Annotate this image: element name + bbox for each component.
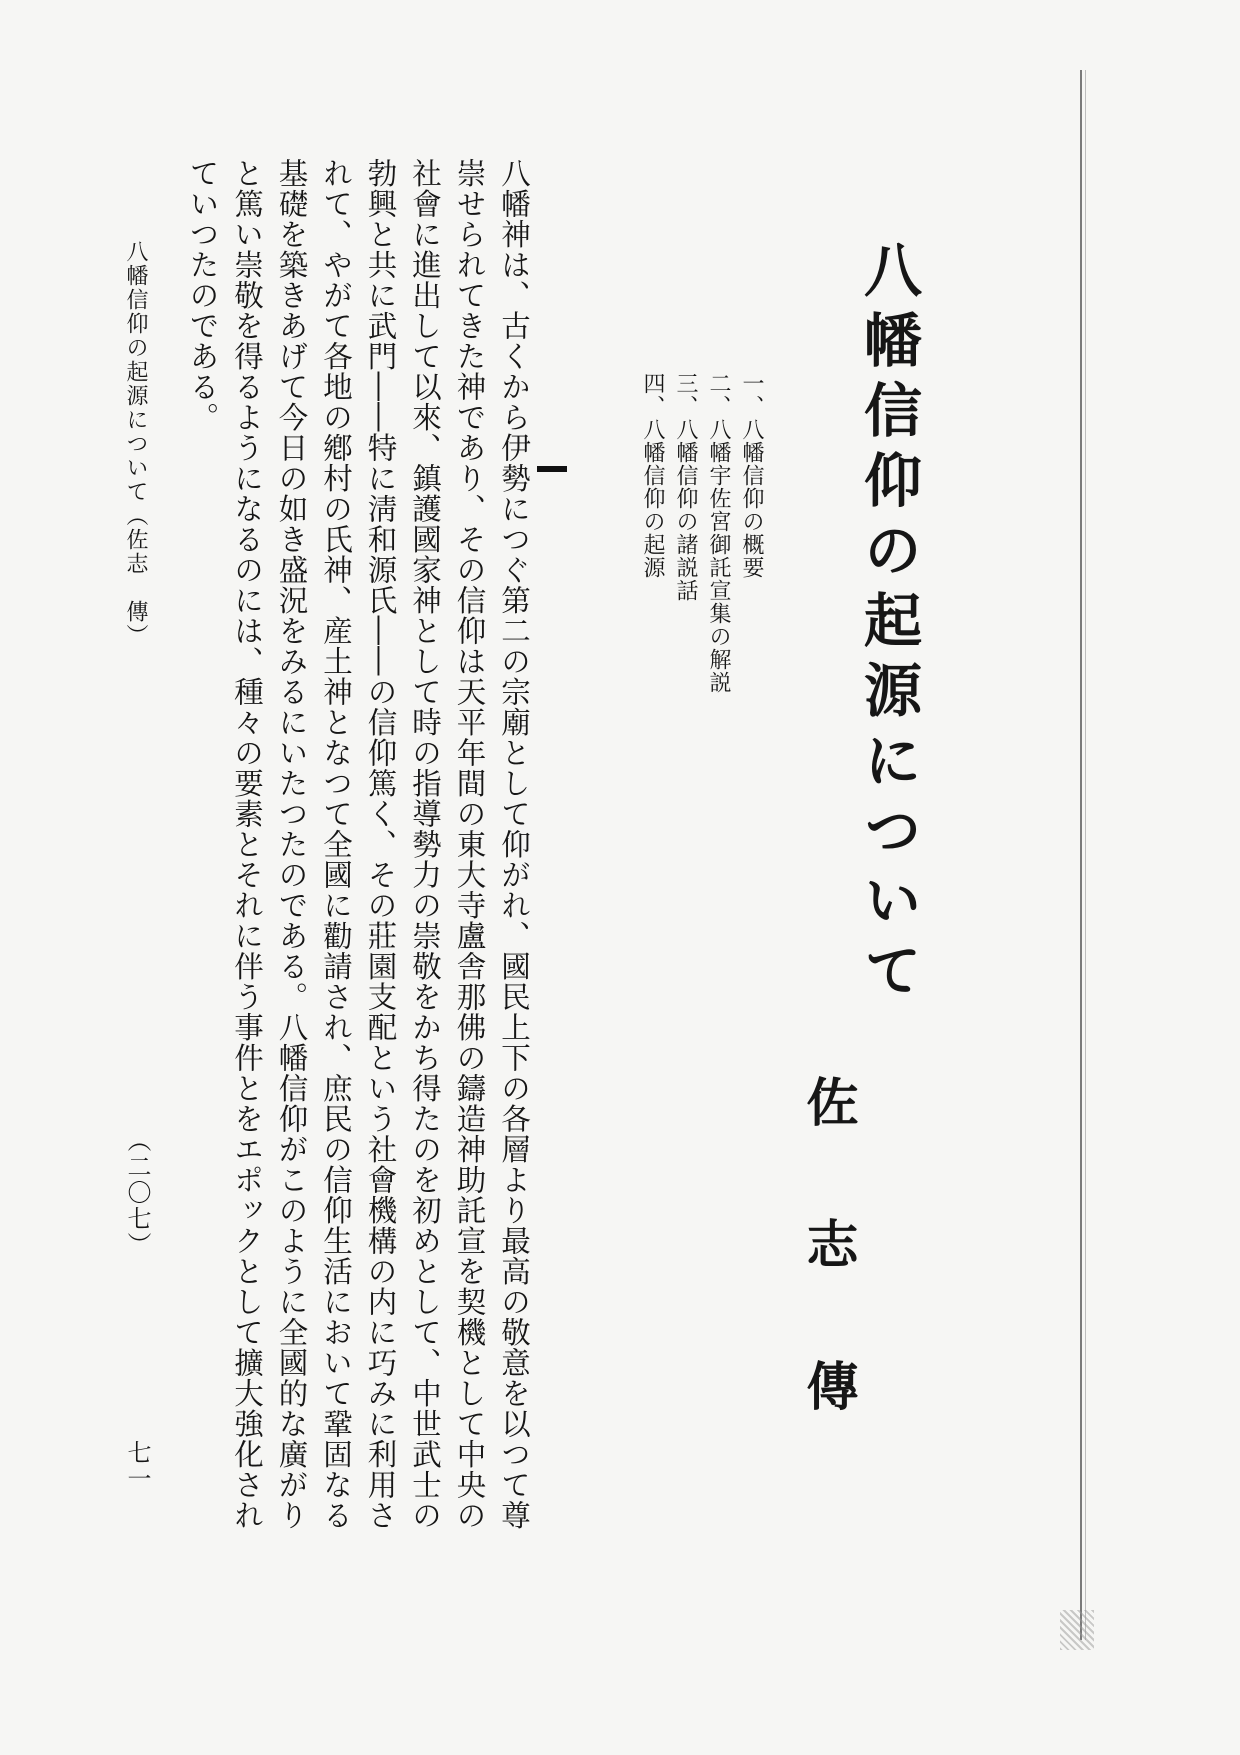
article-title: 八幡信仰の起源について [854,240,922,1010]
scan-speckle [1060,1610,1094,1650]
toc-item: 四、八幡信仰の起源 [640,372,665,579]
page-number: 七一 [123,1440,151,1492]
page-number-paren: （二〇七） [123,1128,151,1258]
running-head: 八幡信仰の起源について（佐志 傳） [123,240,148,648]
section-number-mark [537,466,567,472]
toc-item: 一、八幡信仰の概要 [739,372,764,579]
toc-item: 二、八幡宇佐宮御託宣集の解説 [706,372,731,694]
page-number-block-2 [120,1440,155,1492]
margin-rule-inner [1085,70,1086,1640]
body-paragraph: 八幡神は、古くから伊勢につぐ第二の宗廟として仰がれ、國民上下の各層より最高の敬意を以つて尊崇せられてきた神であり、その信仰は天平年間の東大寺盧舎那佛の鑄造神助託宣を契機として中央の社會に進出して以來、鎮護國家神として時の指導勢力の崇敬をかち得たのを初めとして、中世武士の勃興と共に武門――特に淸和源氏――の信仰篤く、その莊園支配という社會機構の内に巧みに利用されて、やがて各地の鄕村の氏神、産土神となつて全國に勸請され、庶民の信仰生活において鞏固なる基礎を築きあげて今日の如き盛況をみるにいたつたのである。八幡信仰がこのように全國的な廣がりと篤い崇敬を得るようになるのには、種々の要素とそれに伴う事件とをエポックとして擴大強化されていつたのである。 [185,158,531,1531]
table-of-contents [598,372,768,732]
margin-rule [1080,70,1082,1640]
body-text [162,158,536,1558]
author-name: 佐志傳 [797,1075,858,1501]
toc-item: 三、八幡信仰の諸説話 [673,372,698,602]
page-number-block [120,1128,155,1258]
